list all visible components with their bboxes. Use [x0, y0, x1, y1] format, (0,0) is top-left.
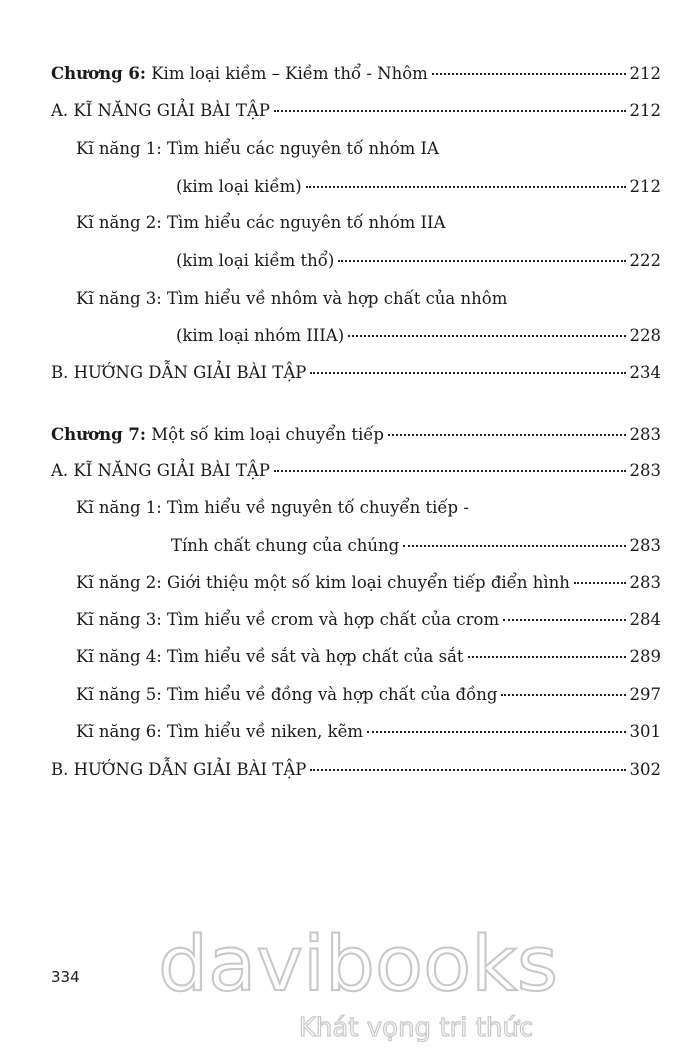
toc-skill-line: Kĩ năng 2: Tìm hiểu các nguyên tố nhóm IIA	[76, 213, 446, 232]
chapter-label: Chương 7:	[51, 425, 146, 444]
dot-leader	[468, 656, 626, 658]
toc-skill-entry: (kim loại kiềm) 212	[176, 177, 661, 196]
dot-leader	[310, 769, 625, 771]
page-number: 334	[51, 968, 80, 986]
toc-skill-entry: Kĩ năng 6: Tìm hiểu về niken, kẽm 301	[76, 722, 661, 741]
toc-skill-line: Kĩ năng 1: Tìm hiểu về nguyên tố chuyển tiếp -	[76, 498, 469, 517]
watermark-slogan: Khát vọng tri thức	[298, 1013, 534, 1043]
page-ref: 283	[629, 425, 661, 444]
dot-leader	[388, 434, 626, 436]
page-ref: 289	[629, 647, 661, 666]
toc-skill-entry: Kĩ năng 3: Tìm hiểu về crom và hợp chất của crom 284	[76, 610, 661, 629]
toc-skill-entry: (kim loại kiềm thổ) 222	[176, 251, 661, 270]
page-ref: 283	[629, 461, 661, 480]
toc-skill-line: Kĩ năng 3: Tìm hiểu về nhôm và hợp chất của nhôm	[76, 289, 508, 308]
toc-skill-entry: Kĩ năng 2: Giới thiệu một số kim loại chuyển tiếp điển hình 283	[76, 573, 661, 592]
chapter-title: Một số kim loại chuyển tiếp	[151, 425, 384, 444]
dot-leader	[338, 260, 625, 262]
toc-section-b: B. HƯỚNG DẪN GIẢI BÀI TẬP 234	[51, 363, 661, 382]
page-ref: 222	[629, 251, 661, 270]
chapter-label: Chương 6:	[51, 64, 146, 83]
dot-leader	[306, 186, 626, 188]
dot-leader	[501, 694, 625, 696]
chapter-title: Kim loại kiềm – Kiềm thổ - Nhôm	[151, 64, 428, 83]
page-ref: 212	[629, 101, 661, 120]
toc-skill-entry: Kĩ năng 5: Tìm hiểu về đồng và hợp chất của đồng 297	[76, 685, 661, 704]
dot-leader	[574, 582, 626, 584]
toc-skill-entry: Tính chất chung của chúng 283	[171, 536, 661, 555]
toc-chapter-7	[51, 425, 661, 445]
page-ref: 283	[629, 573, 661, 592]
dot-leader	[432, 73, 626, 75]
dot-leader	[310, 372, 625, 374]
toc-skill-entry: (kim loại nhóm IIIA) 228	[176, 326, 661, 345]
page-ref: 283	[629, 536, 661, 555]
dot-leader	[503, 619, 625, 621]
page-ref: 301	[629, 722, 661, 741]
watermark-brand: davibooks	[158, 919, 558, 1008]
dot-leader	[367, 731, 625, 733]
toc-chapter-6	[51, 64, 661, 84]
page-ref: 302	[629, 760, 661, 779]
toc-skill-line: Kĩ năng 1: Tìm hiểu các nguyên tố nhóm IA	[76, 139, 439, 158]
toc-section-a: A. KĨ NĂNG GIẢI BÀI TẬP 212	[51, 101, 661, 120]
dot-leader	[274, 110, 626, 112]
toc-section-b: B. HƯỚNG DẪN GIẢI BÀI TẬP 302	[51, 760, 661, 779]
page-ref: 212	[629, 64, 661, 83]
page-ref: 212	[629, 177, 661, 196]
dot-leader	[348, 335, 625, 337]
page-ref: 234	[629, 363, 661, 382]
watermark-logo	[148, 918, 568, 1048]
dot-leader	[403, 545, 625, 547]
page-ref: 297	[629, 685, 661, 704]
toc-skill-entry: Kĩ năng 4: Tìm hiểu về sắt và hợp chất của sắt 289	[76, 647, 661, 666]
toc-section-a: A. KĨ NĂNG GIẢI BÀI TẬP 283	[51, 461, 661, 480]
page-ref: 284	[629, 610, 661, 629]
dot-leader	[274, 470, 626, 472]
page-ref: 228	[629, 326, 661, 345]
